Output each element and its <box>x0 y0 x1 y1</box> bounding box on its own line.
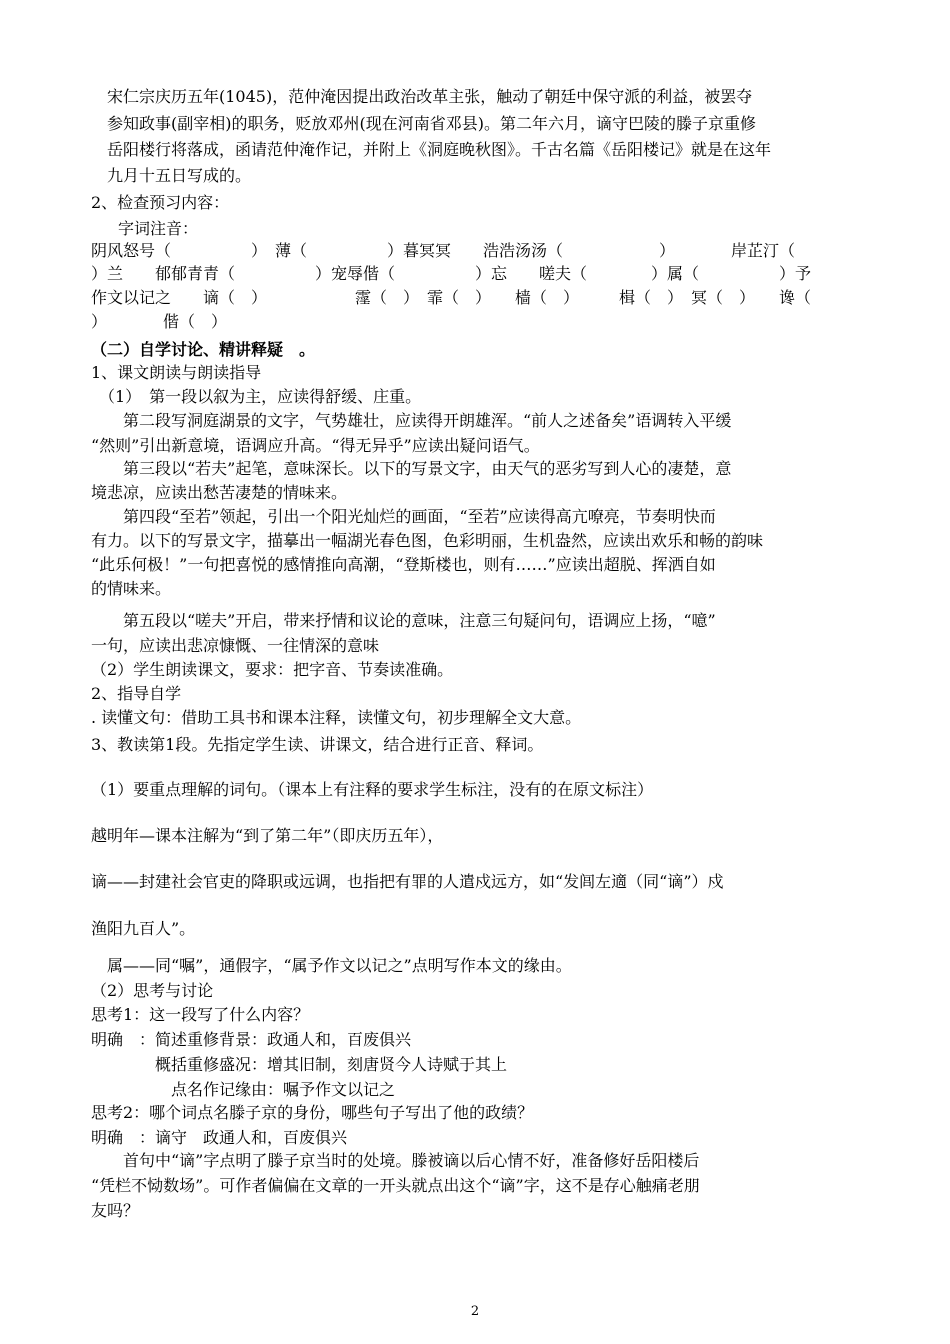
text-line: ）兰 郁郁青青（ ）宠辱偕（ ）忘 嗟夫（ ）属（ ）予 <box>91 264 812 283</box>
text-line: 的情味来。 <box>91 579 172 598</box>
text-line: 第二段写洞庭湖景的文字，气势雄壮，应读得开朗雄浑。“前人之述备矣”语调转入平缓 <box>91 411 732 430</box>
text-line: 谪——封建社会官吏的降职或远调，也指把有罪的人遣戍远方，如“发闾左適（同“谪”）戍 <box>91 872 724 891</box>
text-line: 概括重修盛况：增其旧制，刻唐贤今人诗赋于其上 <box>91 1055 508 1074</box>
text-line: 友吗？ <box>91 1201 140 1220</box>
text-line: “凭栏不恸数场”。可作者偏偏在文章的一开头就点出这个“谪”字，这不是存心触痛老朋 <box>91 1176 700 1195</box>
text-line: （2）学生朗读课文，要求：把字音、节奏读准确。 <box>91 660 454 679</box>
text-line: “此乐何极！”一句把喜悦的感情推向高潮，“登斯楼也，则有……”应读出超脱、挥洒自如 <box>91 555 716 574</box>
section-heading: （二）自学讨论、精讲释疑 。 <box>91 340 316 359</box>
text-line: 阴风怒号（ ） 薄（ ）暮冥冥 浩浩汤汤（ ） 岸芷汀（ <box>91 241 796 260</box>
text-line: 第四段“至若”领起，引出一个阳光灿烂的画面，“至若”应读得高亢嘹亮，节奏明快而 <box>91 507 716 526</box>
text-line: （1） 第一段以叙为主，应读得舒缓、庄重。 <box>91 387 422 406</box>
page-number: 2 <box>470 1304 480 1319</box>
text-line: 作文以记之 谪（ ） 霪（ ） 霏（ ） 樯（ ） 楫（ ） 冥（ ） 谗（ <box>91 288 812 307</box>
text-line: 渔阳九百人”。 <box>91 919 196 938</box>
text-line: 境悲凉，应读出愁苦凄楚的情味来。 <box>91 483 348 502</box>
text-line: . 读懂文句：借助工具书和课本注释，读懂文句，初步理解全文大意。 <box>91 708 582 727</box>
text-line: ） 偕（ ） <box>91 312 228 331</box>
text-line: 2、指导自学 <box>91 684 182 703</box>
text-line: 第三段以“若夫”起笔，意味深长。以下的写景文字，由天气的恶劣写到人心的凄楚，意 <box>91 459 732 478</box>
text-line: “然则”引出新意境，语调应升高。“得无异乎”应读出疑问语气。 <box>91 436 540 455</box>
text-line: 明确 ：简述重修背景：政通人和，百废俱兴 <box>91 1030 412 1049</box>
text-line: 九月十五日写成的。 <box>91 166 252 185</box>
text-line: 首句中“谪”字点明了滕子京当时的处境。滕被谪以后心情不好，准备修好岳阳楼后 <box>91 1151 700 1170</box>
text-line: 点名作记缘由：嘱予作文以记之 <box>91 1080 396 1099</box>
text-line: 参知政事(副宰相)的职务，贬放邓州(现在河南省邓县)。第二年六月，谪守巴陵的滕子京重修 <box>91 114 756 133</box>
text-line: （2）思考与讨论 <box>91 981 214 1000</box>
text-line: 2、检查预习内容： <box>91 193 230 212</box>
text-line: 属——同“嘱”，通假字，“属予作文以记之”点明写作本文的缘由。 <box>91 956 572 975</box>
text-line: 明确 ：谪守 政通人和，百废俱兴 <box>91 1128 348 1147</box>
text-line: （1）要重点理解的词句。（课本上有注释的要求学生标注，没有的在原文标注） <box>91 780 654 799</box>
text-line: 宋仁宗庆历五年(1045)，范仲淹因提出政治改革主张，触动了朝廷中保守派的利益，被罢夺 <box>91 87 753 106</box>
text-line: 3、教读第1段。先指定学生读、讲课文，结合进行正音、释词。 <box>91 735 544 754</box>
text-line: 字词注音： <box>102 219 199 238</box>
text-line: 岳阳楼行将落成，函请范仲淹作记，并附上《洞庭晚秋图》。千古名篇《岳阳楼记》就是在这年 <box>91 140 772 159</box>
text-line: 第五段以“嗟夫”开启，带来抒情和议论的意味，注意三句疑问句，语调应上扬，“噫” <box>91 611 716 630</box>
text-line: 一句，应读出悲凉慷慨、一往情深的意味 <box>91 636 380 655</box>
text-line: 思考1：这一段写了什么内容？ <box>91 1005 310 1024</box>
text-line: 有力。以下的写景文字，描摹出一幅湖光春色图，色彩明丽，生机盎然，应读出欢乐和畅的韵味 <box>91 531 764 550</box>
text-line: 思考2：哪个词点名滕子京的身份，哪些句子写出了他的政绩？ <box>91 1103 534 1122</box>
text-line: 越明年—课本注解为“到了第二年”（即庆历五年）， <box>91 826 444 845</box>
text-line: 1、课文朗读与朗读指导 <box>91 363 262 382</box>
